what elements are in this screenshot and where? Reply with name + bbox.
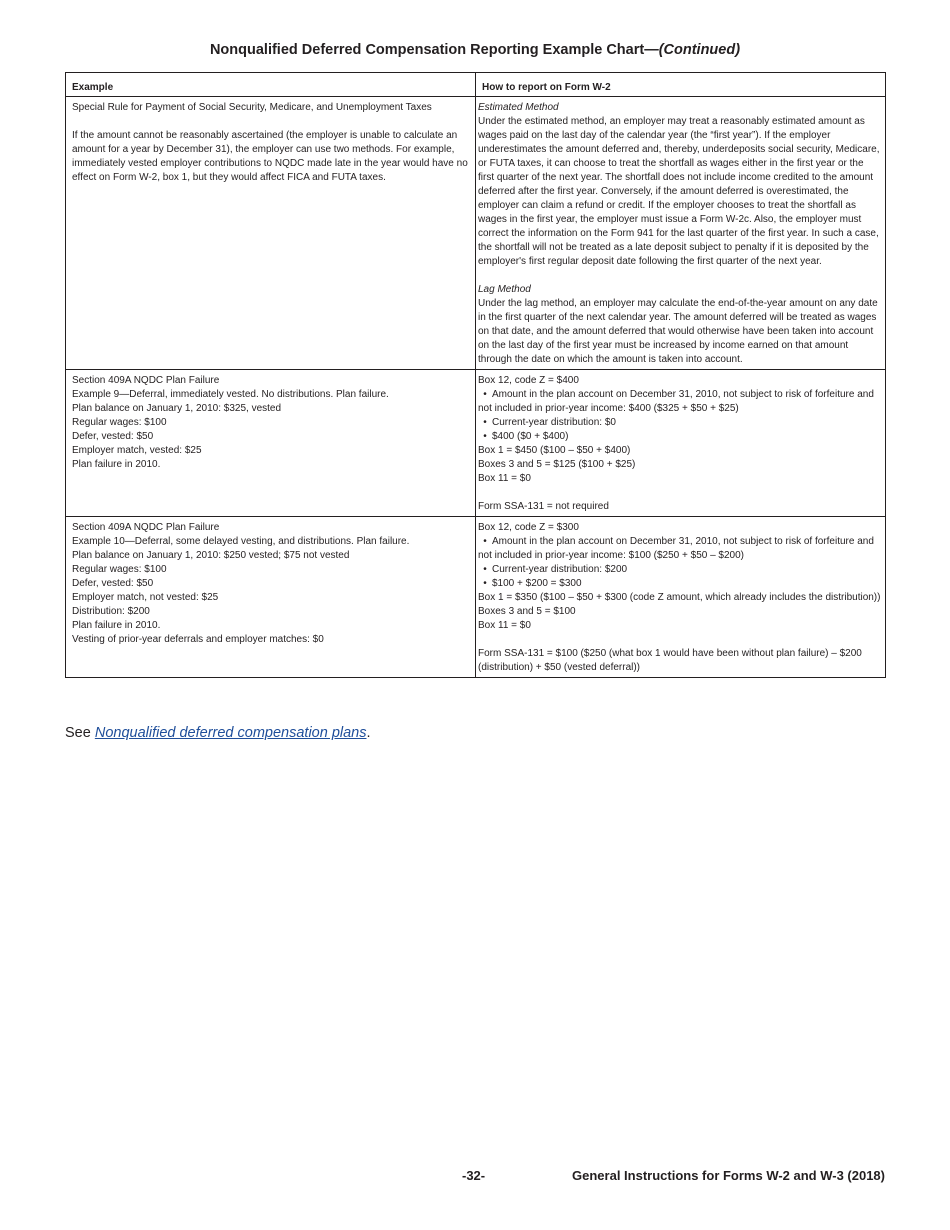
page-number: -32- — [462, 1168, 486, 1183]
bullet-item: • Current-year distribution: $200 — [478, 563, 881, 577]
paragraph-gap — [478, 633, 881, 647]
ssa-131-line: Form SSA-131 = $100 ($250 (what box 1 would have been without plan failure) – $200 (distribution) + $50 (vested deferral)) — [478, 648, 865, 673]
example-cell — [66, 370, 476, 517]
bullet-item: • $100 + $200 = $300 — [478, 577, 881, 591]
see-also-prefix: See — [65, 725, 95, 741]
see-also-suffix: . — [366, 725, 371, 741]
box12-line: Box 12, code Z = $300 — [478, 522, 579, 533]
column-header-example: Example — [66, 73, 476, 97]
example-line: Plan failure in 2010. — [72, 459, 161, 470]
nqdc-plans-link[interactable]: Nonqualified deferred compensation plans — [94, 725, 367, 741]
bullet-item: • Amount in the plan account on December 31, 2010, not subject to risk of forfeiture and not included in prior-year income: $400 ($325 + $50 + $25) — [478, 388, 881, 416]
table-row — [66, 517, 886, 678]
column-header-how-to-report: How to report on Form W-2 — [476, 73, 886, 97]
example-line: Defer, vested: $50 — [72, 431, 154, 442]
table-header-row — [66, 73, 886, 97]
example-line: Section 409A NQDC Plan Failure — [72, 522, 220, 533]
example-cell — [66, 517, 476, 678]
example-line: Employer match, vested: $25 — [72, 445, 202, 456]
page-footer — [0, 1168, 950, 1186]
paragraph-gap — [72, 115, 471, 129]
example-line: Example 9—Deferral, immediately vested. No distributions. Plan failure. — [72, 389, 389, 400]
example-line: Defer, vested: $50 — [72, 578, 154, 589]
nqdc-example-chart — [65, 72, 886, 678]
document-name: General Instructions for Forms W-2 and W-3 (2018) — [572, 1168, 885, 1183]
estimated-method-heading: Estimated Method — [478, 102, 559, 113]
box11-line: Box 11 = $0 — [478, 620, 531, 631]
estimated-method-text: Under the estimated method, an employer may treat a reasonably estimated amount as wages paid on the last day of the calendar year (the “first year”). If the employer underestimates the amount deferred and, thereby, underdeposits social security, Medicare, or FUTA taxes, it can choose to treat the shortfall as wages either in the first year or the first quarter of the next year. The shortfall does not include income credited to the amount deferred after the first year. Conversely, if the amount deferred is overestimated, the employer can claim a refund or credit. If the employer chooses to treat the shortfall as wages in the first year, the employer must issue a Form W-2c. Also, the employer must correct the information on the Form 941 for the last quarter of the first year. In such a case, the shortfall will not be treated as a late deposit subject to penalty if it is deposited by the employer's first regular deposit date following the first quarter of the next year. — [478, 116, 883, 267]
page-title-continued: (Continued) — [658, 42, 741, 58]
example-line: Employer match, not vested: $25 — [72, 592, 219, 603]
see-also-note — [65, 725, 371, 741]
paragraph-gap — [478, 269, 881, 283]
table-row — [66, 370, 886, 517]
paragraph-gap — [478, 486, 881, 500]
bullet-item: • Amount in the plan account on December 31, 2010, not subject to risk of forfeiture and not included in prior-year income: $100 ($250 + $50 – $200) — [478, 535, 881, 563]
example-text: If the amount cannot be reasonably ascertained (the employer is unable to calculate an amount for a year by December 31), the employer can use two methods. For example, immediately vested employer contributions to NQDC made late in the year would have no effect on Form W-2, box 1, but they would affect FICA and FUTA taxes. — [72, 130, 471, 183]
ssa-131-line: Form SSA-131 = not required — [478, 501, 609, 512]
example-line: Distribution: $200 — [72, 606, 150, 617]
example-line: Example 10—Deferral, some delayed vesting, and distributions. Plan failure. — [72, 536, 410, 547]
box11-line: Box 11 = $0 — [478, 473, 531, 484]
page-title — [0, 42, 950, 58]
boxes-3-5-line: Boxes 3 and 5 = $100 — [478, 606, 576, 617]
box1-line: Box 1 = $350 ($100 – $50 + $300 (code Z amount, which already includes the distribution)) — [478, 592, 881, 603]
example-heading: Special Rule for Payment of Social Security, Medicare, and Unemployment Taxes — [72, 102, 432, 113]
example-line: Plan failure in 2010. — [72, 620, 161, 631]
example-line: Section 409A NQDC Plan Failure — [72, 375, 220, 386]
example-line: Plan balance on January 1, 2010: $325, vested — [72, 403, 282, 414]
boxes-3-5-line: Boxes 3 and 5 = $125 ($100 + $25) — [478, 459, 636, 470]
example-line: Regular wages: $100 — [72, 417, 167, 428]
example-line: Vesting of prior-year deferrals and employer matches: $0 — [72, 634, 324, 645]
lag-method-text: Under the lag method, an employer may calculate the end-of-the-year amount on any date in the first quarter of the next calendar year. The amount deferred will be treated as wages on that date, and the amount deferred that would otherwise have been taken into account on the last day of the first year must be increased by income earned on that amount through the date on which the amount is taken into account. — [478, 298, 881, 365]
example-line: Plan balance on January 1, 2010: $250 vested; $75 not vested — [72, 550, 350, 561]
box12-line: Box 12, code Z = $400 — [478, 375, 579, 386]
report-cell — [476, 97, 886, 370]
report-cell — [476, 517, 886, 678]
table-row — [66, 97, 886, 370]
box1-line: Box 1 = $450 ($100 – $50 + $400) — [478, 445, 631, 456]
bullet-item: • $400 ($0 + $400) — [478, 430, 881, 444]
bullet-item: • Current-year distribution: $0 — [478, 416, 881, 430]
page-title-text: Nonqualified Deferred Compensation Reporting Example Chart— — [209, 42, 659, 58]
report-cell — [476, 370, 886, 517]
lag-method-heading: Lag Method — [478, 284, 531, 295]
example-line: Regular wages: $100 — [72, 564, 167, 575]
example-cell — [66, 97, 476, 370]
